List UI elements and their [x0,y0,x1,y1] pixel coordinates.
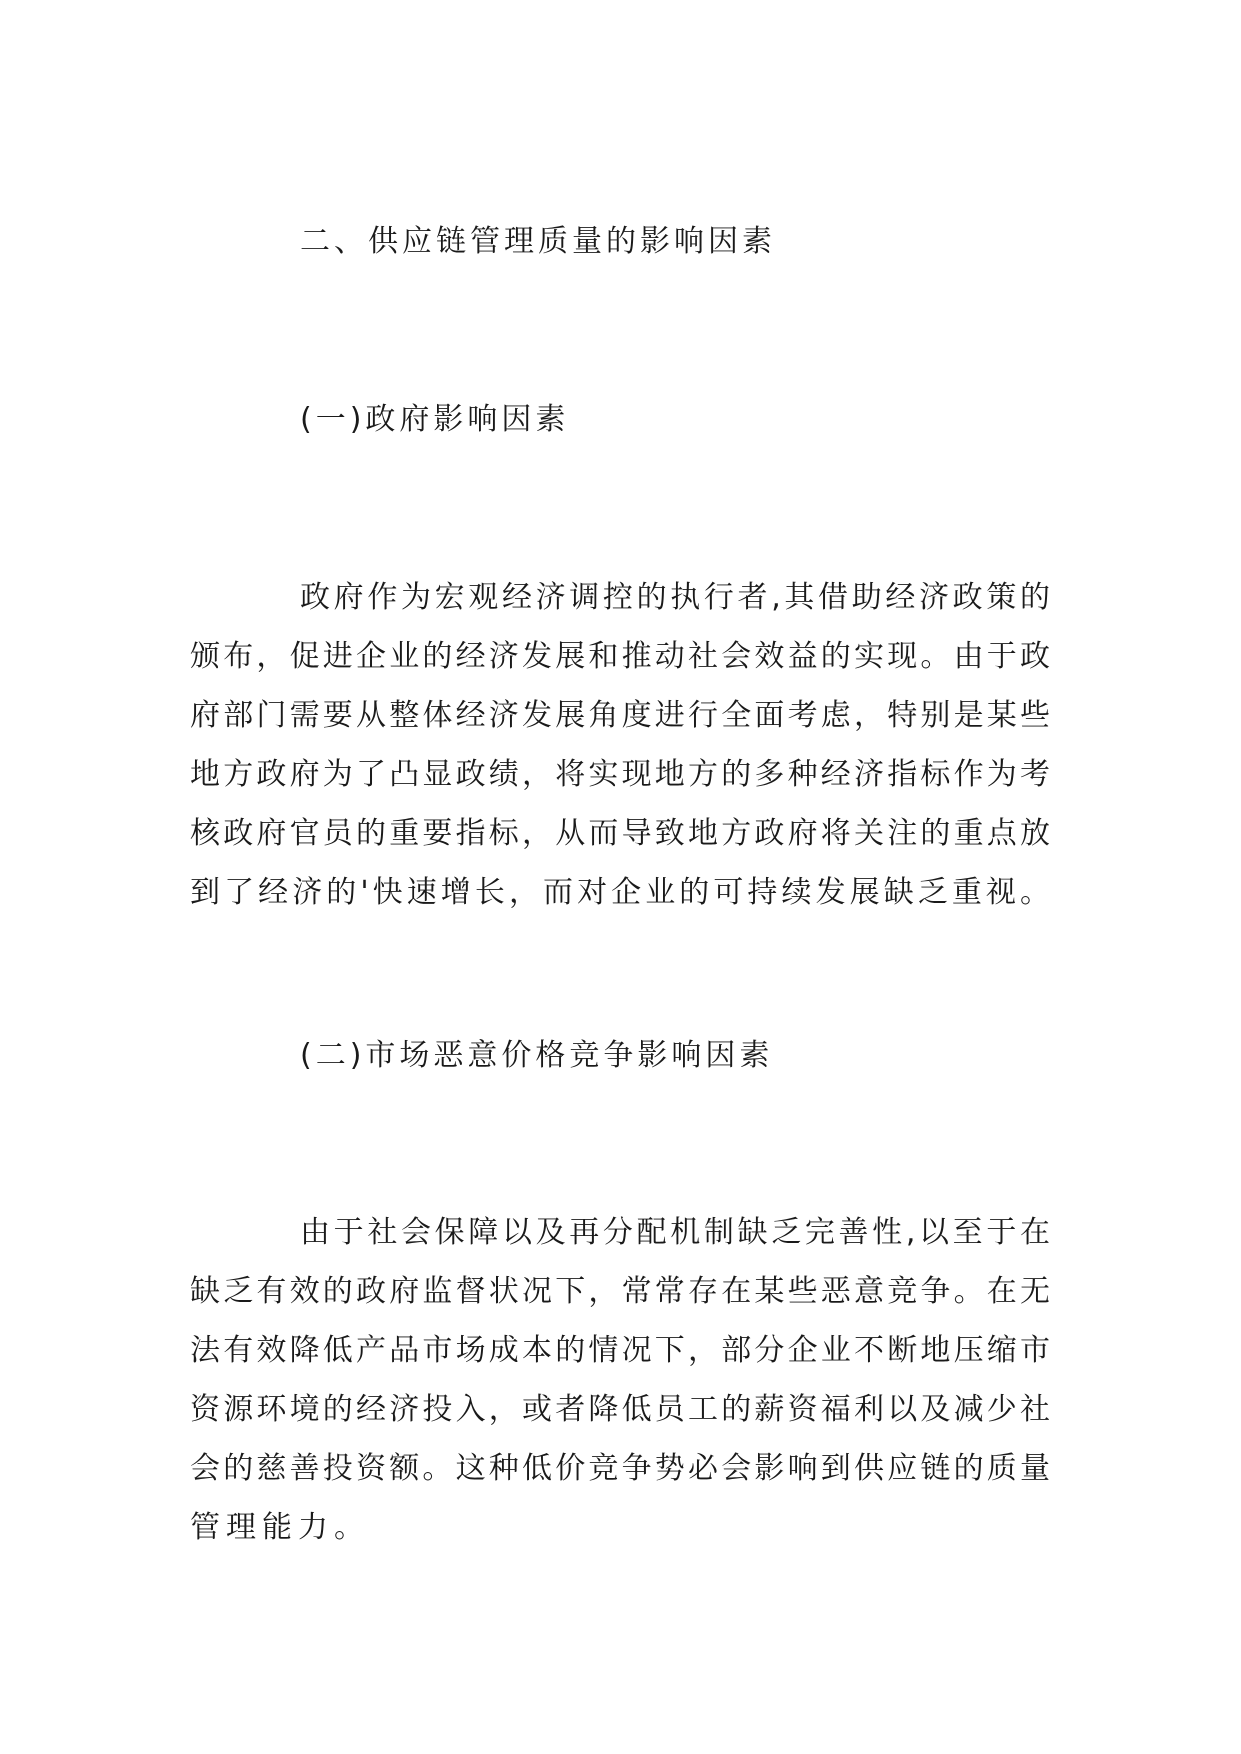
section-title: 二、供应链管理质量的影响因素 [300,224,776,259]
paragraph-line: 法有效降低产品市场成本的情况下，部分企业不断地压缩市 [190,1333,1050,1368]
paragraph-line: 颁布，促进企业的经济发展和推动社会效益的实现。由于政 [190,639,1050,674]
paragraph-line: 会的慈善投资额。这种低价竞争势必会影响到供应链的质量 [190,1451,1050,1486]
paragraph-line: 政府作为宏观经济调控的执行者,其借助经济政策的 [300,580,1050,615]
paragraph-line: 由于社会保障以及再分配机制缺乏完善性,以至于在 [300,1215,1050,1250]
paragraph-line: 管理能力。 [190,1510,370,1545]
subsection-title-market-competition: (二)市场恶意价格竞争影响因素 [300,1038,774,1073]
paragraph-line: 到了经济的'快速增长，而对企业的可持续发展缺乏重视。 [190,875,1050,910]
paragraph-line: 核政府官员的重要指标，从而导致地方政府将关注的重点放 [190,816,1050,851]
paragraph-line: 资源环境的经济投入，或者降低员工的薪资福利以及减少社 [190,1392,1050,1427]
paragraph-line: 府部门需要从整体经济发展角度进行全面考虑，特别是某些 [190,698,1050,733]
subsection-title-government: (一)政府影响因素 [300,402,570,437]
paragraph-market-competition-factors [190,1203,1050,1557]
paragraph-line: 缺乏有效的政府监督状况下，常常存在某些恶意竞争。在无 [190,1274,1050,1309]
paragraph-government-factors [190,568,1050,922]
paragraph-line: 地方政府为了凸显政绩，将实现地方的多种经济指标作为考 [190,757,1050,792]
